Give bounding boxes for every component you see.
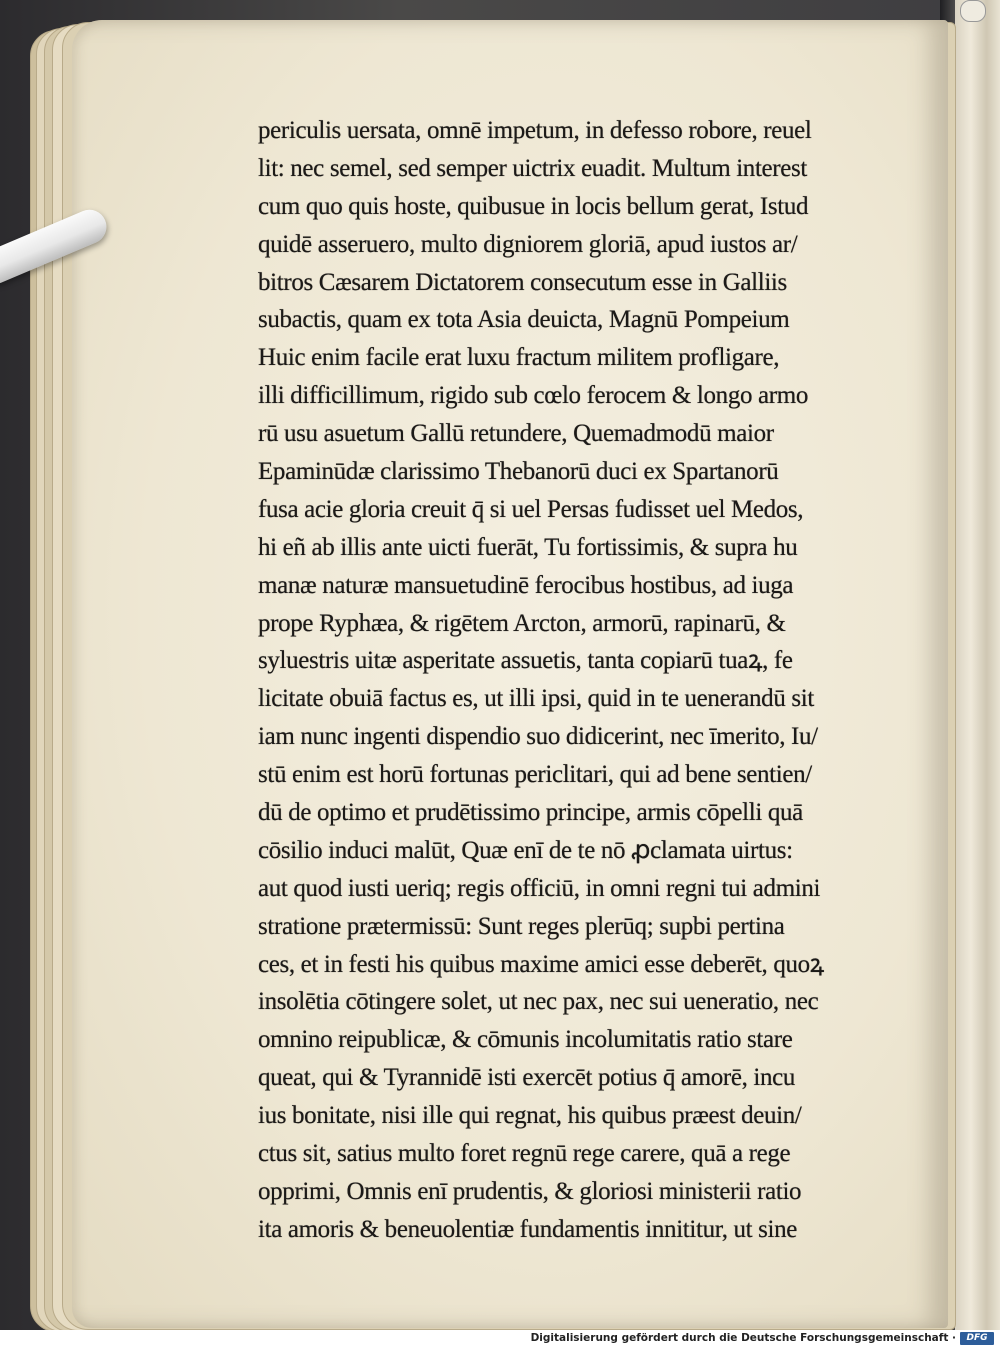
- text-line: insolētia cōtingere solet, ut nec pax, nec sui ueneratio, nec: [258, 988, 819, 1016]
- text-line: periculis uersata, omnē impetum, in defesso robore, reuel: [258, 117, 812, 144]
- dfg-logo-icon: DFG: [960, 1332, 994, 1345]
- text-line: opprimi, Omnis enī prudentis, & gloriosi ministerii ratio: [258, 1177, 802, 1205]
- text-line: lit: nec semel, sed semper uictrix euadit. Multum interest: [258, 154, 807, 182]
- text-line: manæ naturæ mansuetudinē ferocibus hostibus, ad iuga: [258, 571, 794, 599]
- text-line: omnino reipublicæ, & cōmunis incolumitatis ratio stare: [258, 1026, 793, 1054]
- text-line: ces, et in festi his quibus maxime amici esse deberēt, quoꝝ: [258, 950, 824, 978]
- text-line: Huic enim facile erat luxu fractum militem profligare,: [258, 344, 780, 372]
- text-line: stū enim est horū fortunas periclitari, qui ad bene sentien/: [258, 761, 812, 789]
- text-line: queat, qui & Tyrannidē isti exercēt potius q̄ amorē, incu: [258, 1064, 796, 1092]
- text-line: subactis, quam ex tota Asia deuicta, Magnū Pompeium: [258, 306, 790, 334]
- text-line: stratione prætermissū: Sunt reges plerūq; supbi pertina: [258, 912, 785, 940]
- text-line: cum quo quis hoste, quibusue in locis bellum gerat, Istud: [258, 192, 809, 220]
- text-line: syluestris uitæ asperitate assuetis, tanta copiarū tuaꝝ, fe: [258, 647, 793, 675]
- text-line: Epaminūdæ clarissimo Thebanorū duci ex Spartanorū: [258, 458, 779, 486]
- text-line: quidē asseruero, multo digniorem gloriā, apud iustos ar/: [258, 230, 798, 258]
- text-line: aut quod iusti ueriq; regis officiū, in omni regni tui admini: [258, 874, 821, 902]
- text-line: hi eñ ab illis ante uicti fuerāt, Tu fortissimis, & supra hu: [258, 533, 798, 561]
- footer-bar: [0, 1330, 1000, 1347]
- text-line: fusa acie gloria creuit q̄ si uel Persas fudisset uel Medos,: [258, 495, 804, 523]
- text-line: iam nunc ingenti dispendio suo didicerint, nec īmerito, Iu/: [258, 723, 818, 751]
- text-line: cōsilio induci malūt, Quæ enī de te nō ꝓclamata uirtus:: [258, 836, 793, 864]
- text-line: dū de optimo et prudētissimo principe, armis cōpelli quā: [258, 799, 803, 827]
- page-text-block: [258, 112, 908, 1249]
- text-line: rū usu asuetum Gallū retundere, Quemadmodū maior: [258, 420, 774, 448]
- text-line: ita amoris & beneuolentiæ fundamentis innititur, ut sine: [258, 1215, 798, 1243]
- text-line: licitate obuiā factus es, ut illi ipsi, quid in te uenerandū sit: [258, 685, 814, 713]
- text-line: illi difficillimum, rigido sub cœlo ferocem & longo armo: [258, 382, 808, 410]
- text-line: prope Ryphæa, & rigētem Arcton, armorū, rapinarū, &: [258, 609, 786, 637]
- text-line: ius bonitate, nisi ille qui regnat, his quibus præest deuin/: [258, 1102, 802, 1130]
- footer-credit: Digitalisierung gefördert durch die Deutsche Forschungsgemeinschaft ·: [530, 1332, 956, 1344]
- book-binding: [955, 0, 1000, 1330]
- binding-ring-icon: [960, 0, 986, 22]
- text-line: bitros Cæsarem Dictatorem consecutum esse in Galliis: [258, 268, 787, 296]
- text-line: ctus sit, satius multo foret regnū rege carere, quā a rege: [258, 1140, 791, 1168]
